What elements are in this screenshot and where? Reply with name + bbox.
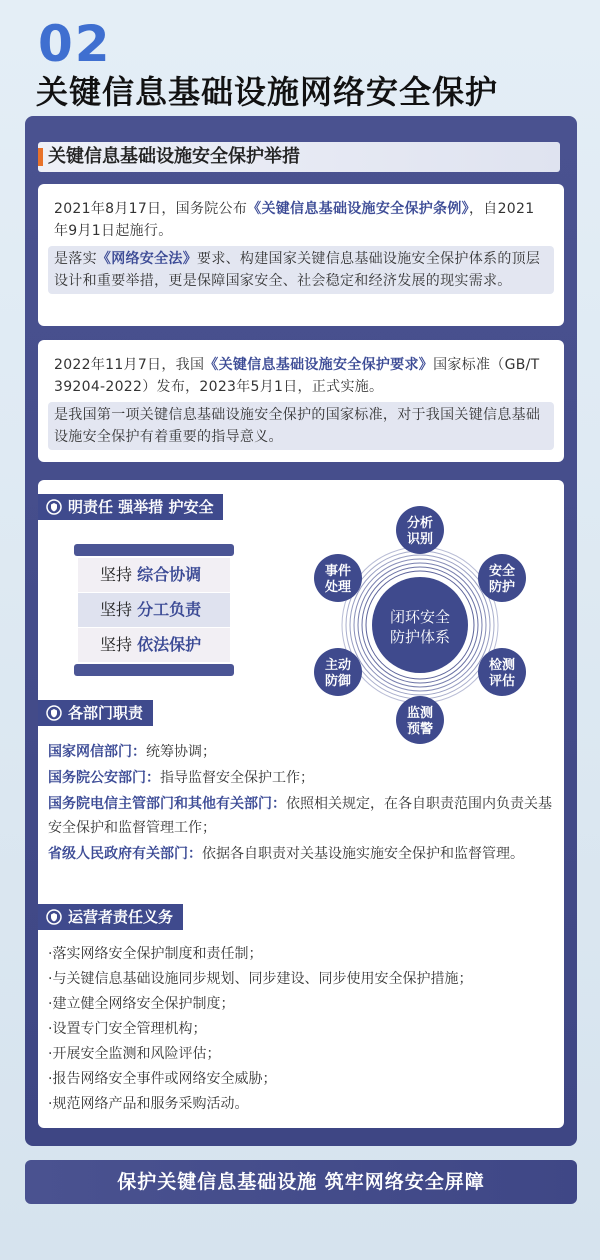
principle-name: 分工负责 <box>137 600 202 619</box>
node-label: 安全 <box>488 564 516 579</box>
footer-banner <box>25 1160 577 1204</box>
node-label: 处理 <box>324 580 352 595</box>
principle-name: 依法保护 <box>137 635 202 654</box>
list-bottom-bar <box>74 664 234 676</box>
node-warning <box>396 696 444 744</box>
tag-responsibility-label: 明责任 强举措 护安全 <box>68 498 214 516</box>
node-defense <box>314 648 362 696</box>
department-item <box>48 792 558 840</box>
note-body: 要求、构建国家关键信息基础设施安全保护体系的顶层设计和重要举措，更是保障国家安全、社会稳定和经济发展的现实需求。 <box>54 251 541 289</box>
tag-operator-duties <box>38 904 183 930</box>
duty-item: ·报告网络安全事件或网络安全威胁； <box>48 1071 277 1087</box>
department-name: 省级人民政府有关部门： <box>48 846 202 862</box>
principle-prefix: 坚持 <box>100 635 133 654</box>
tag-responsibility <box>38 494 223 520</box>
principle-item <box>78 558 230 592</box>
duty-item: ·落实网络安全保护制度和责任制； <box>48 946 263 962</box>
department-name: 国家网信部门： <box>48 744 146 760</box>
duty-item: ·设置专门安全管理机构； <box>48 1021 207 1037</box>
node-label: 检测 <box>488 658 516 673</box>
card-2021-note <box>48 246 554 294</box>
duty-item: ·建立健全网络安全保护制度； <box>48 996 235 1012</box>
duty-item: ·与关键信息基础设施同步规划、同步建设、同步使用安全保护措施； <box>48 971 473 987</box>
node-label: 防御 <box>324 674 352 689</box>
card-2021-date: 2021年8月17日，国务院公布 <box>54 201 248 217</box>
info-card-2022 <box>38 340 564 462</box>
tag-operator-duties-label: 运营者责任义务 <box>68 908 174 926</box>
section-title: 关键信息基础设施安全保护举措 <box>48 146 300 167</box>
department-desc: 依照相关规定，在各自职责范围内负责关基安全保护和监督管理工作； <box>48 796 552 836</box>
page-title: 关键信息基础设施网络安全保护 <box>36 73 499 111</box>
info-card-2021 <box>38 184 564 326</box>
node-analysis <box>396 506 444 554</box>
node-label: 监测 <box>406 706 434 721</box>
node-label: 防护 <box>488 580 516 595</box>
section-number: 02 <box>38 15 112 73</box>
department-item <box>48 740 558 764</box>
node-assessment <box>478 648 526 696</box>
center-label-line1: 闭环安全 <box>389 608 451 626</box>
note-prefix: 是落实 <box>54 251 97 267</box>
duty-item: ·规范网络产品和服务采购活动。 <box>48 1096 249 1112</box>
footer-slogan: 保护关键信息基础设施 筑牢网络安全屏障 <box>117 1171 485 1193</box>
shield-icon <box>46 499 62 515</box>
node-label: 主动 <box>324 658 352 673</box>
node-label: 识别 <box>406 532 434 547</box>
duty-item: ·开展安全监测和风险评估； <box>48 1046 221 1062</box>
principle-name: 综合协调 <box>137 565 202 584</box>
node-label: 评估 <box>488 674 516 689</box>
standard-title: 《关键信息基础设施安全保护要求》 <box>204 357 434 373</box>
node-incident <box>314 554 362 602</box>
department-desc: 统筹协调； <box>146 744 216 760</box>
principle-item <box>78 593 230 627</box>
card-2022-text <box>38 340 564 398</box>
department-name: 国务院电信主管部门和其他有关部门： <box>48 796 286 812</box>
node-protection <box>478 554 526 602</box>
tag-departments <box>38 700 153 726</box>
card-2022-effective: 国家标准（GB/T 39204-2022）发布，2023年5月1日，正式实施。 <box>54 357 540 395</box>
department-desc: 指导监督安全保护工作； <box>160 770 314 786</box>
principle-item <box>78 628 230 662</box>
card-2021-effective: ，自2021年9月1日起施行。 <box>54 201 535 239</box>
department-item <box>48 842 558 866</box>
card-2022-note: 是我国第一项关键信息基础设施安全保护的国家标准，对于我国关键信息基础设施安全保护有着重要的指导意义。 <box>48 402 554 450</box>
principle-prefix: 坚持 <box>100 600 133 619</box>
security-cycle-diagram <box>300 500 540 750</box>
center-label-line2: 防护体系 <box>389 628 451 646</box>
accent-bar <box>38 148 43 166</box>
law-title: 《网络安全法》 <box>96 251 198 267</box>
department-desc: 依据各自职责对关基设施实施安全保护和监督管理。 <box>202 846 524 862</box>
shield-icon <box>46 909 62 925</box>
department-item <box>48 766 558 790</box>
card-2022-date: 2022年11月7日，我国 <box>54 357 205 373</box>
principles-list <box>74 544 234 676</box>
tag-departments-label: 各部门职责 <box>68 704 144 722</box>
node-label: 分析 <box>406 516 434 531</box>
node-label: 事件 <box>324 564 352 579</box>
list-top-bar <box>74 544 234 556</box>
section-header <box>38 142 560 172</box>
principle-prefix: 坚持 <box>100 565 133 584</box>
regulation-title: 《关键信息基础设施安全保护条例》 <box>247 201 469 217</box>
shield-icon <box>46 705 62 721</box>
card-2021-text <box>38 184 564 242</box>
node-label: 预警 <box>406 722 434 737</box>
department-name: 国务院公安部门： <box>48 770 160 786</box>
